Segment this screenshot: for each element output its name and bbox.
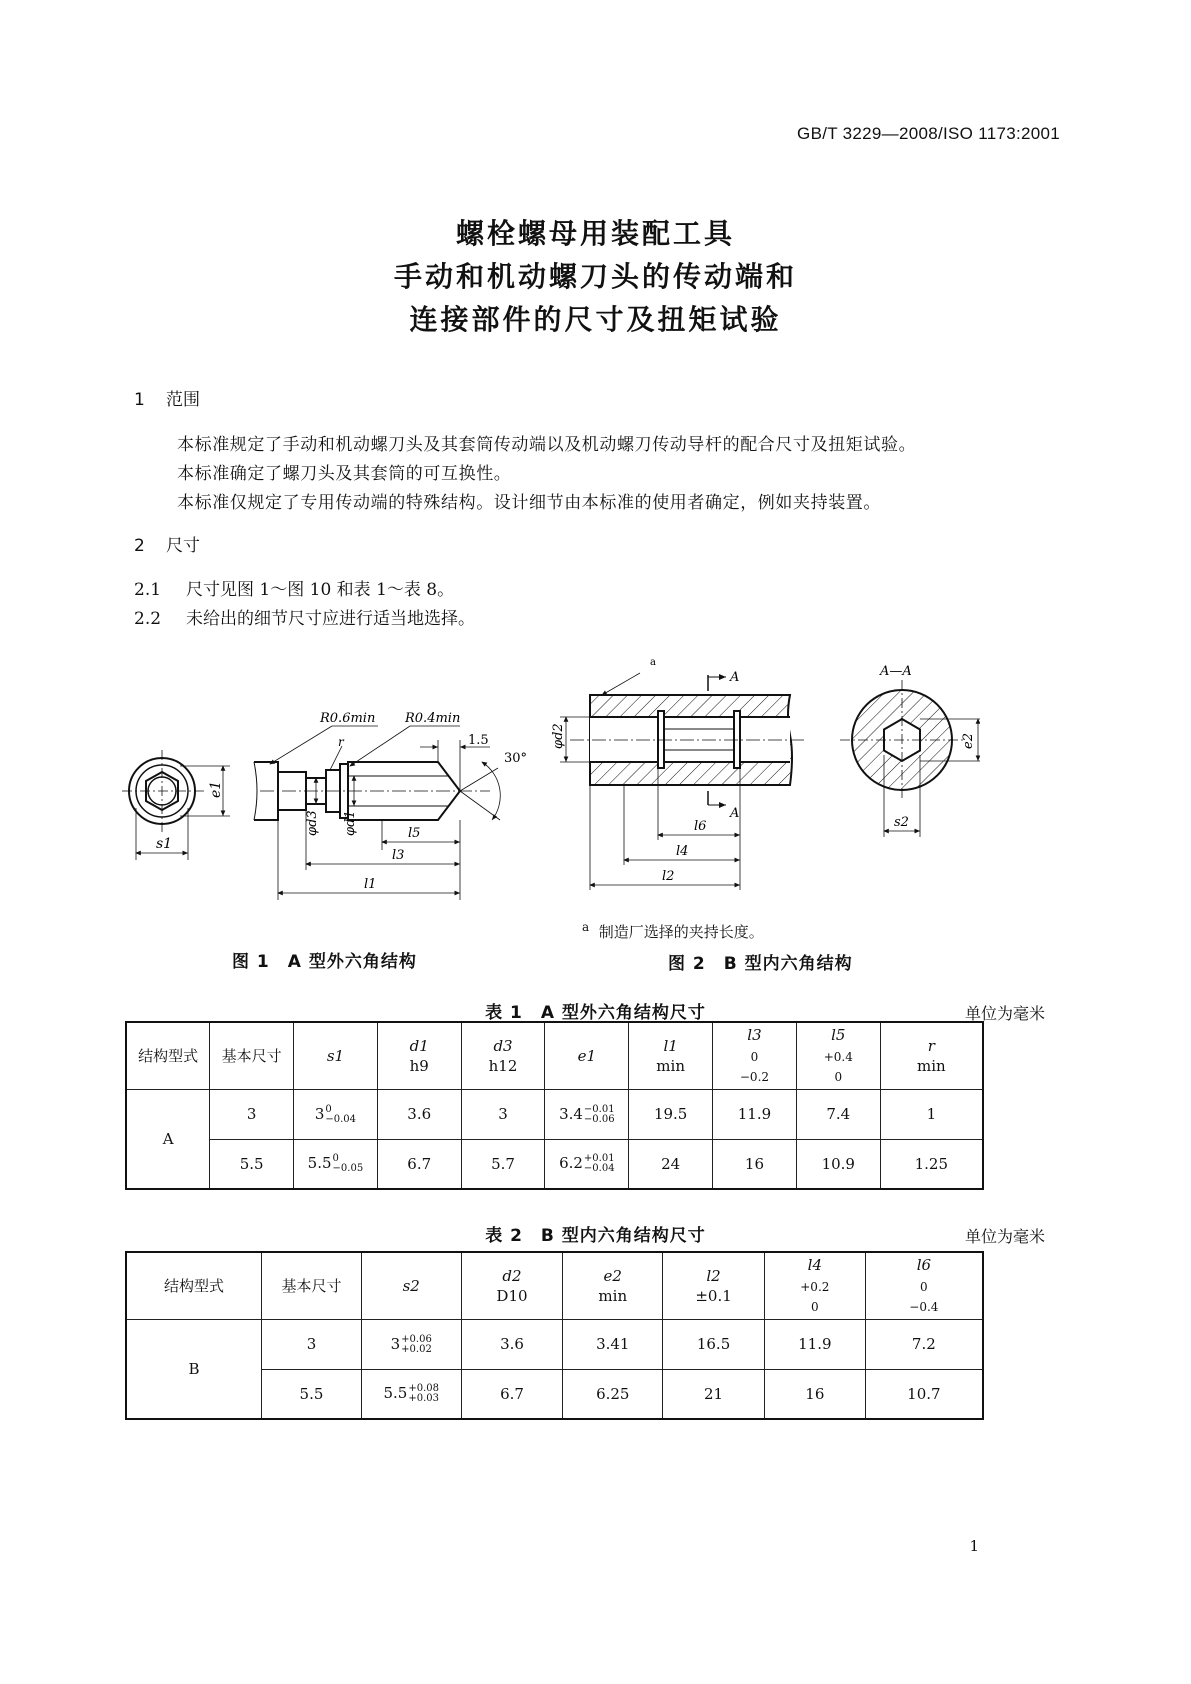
section-1-heading — [134, 385, 200, 410]
table-1-title: 表 1 A 型外六角结构尺寸 — [485, 1003, 706, 1023]
title-line-2: 手动和机动螺刀头的传动端和 — [393, 260, 797, 293]
standard-code: GB/T 3229—2008/ISO 1173:2001 — [797, 124, 1060, 143]
label-l3: l3 — [392, 848, 405, 863]
upper: 0 — [750, 1049, 759, 1064]
symbol: l1 — [663, 1036, 678, 1055]
tolerance — [333, 1154, 364, 1174]
footnote-mark: a — [582, 920, 590, 934]
upper: +0.08 — [408, 1383, 439, 1395]
upper: 0 — [332, 1153, 339, 1165]
table-header-row — [126, 1252, 983, 1319]
fit: min — [598, 1286, 628, 1305]
label-s2: s2 — [894, 815, 909, 830]
cell: 6.7 — [461, 1369, 563, 1419]
upper: +0.06 — [401, 1333, 432, 1345]
fit: min — [916, 1056, 946, 1075]
table-2-title: 表 2 B 型内六角结构尺寸 — [485, 1226, 706, 1246]
footnote-text: 制造厂选择的夹持长度。 — [598, 923, 764, 941]
symbol: s2 — [402, 1276, 420, 1295]
type-cell: A — [126, 1089, 210, 1189]
clause-text: 尺寸见图 1～图 10 和表 1～表 8。 — [186, 580, 455, 600]
title-line-3: 连接部件的尺寸及扭矩试验 — [409, 303, 782, 336]
cell: 3.6 — [377, 1089, 461, 1139]
clause-number: 2.2 — [134, 609, 162, 629]
cell: 3.41 — [563, 1319, 663, 1369]
fit: h9 — [409, 1056, 429, 1075]
cell: 6.7 — [377, 1139, 461, 1189]
upper: 0 — [325, 1103, 332, 1115]
table-row — [126, 1089, 983, 1139]
header-cell — [880, 1022, 983, 1089]
page-number: 1 — [969, 1537, 979, 1555]
upper: +0.4 — [823, 1049, 853, 1064]
fit: ±0.1 — [695, 1286, 732, 1305]
symbol: l3 — [747, 1026, 762, 1045]
header-cell: 基本尺寸 — [262, 1252, 362, 1319]
table-header-row — [126, 1022, 983, 1089]
upper: −0.01 — [583, 1103, 615, 1115]
label-30deg: 30° — [504, 751, 528, 766]
lower: −0.04 — [325, 1113, 357, 1125]
tolerance — [584, 1154, 615, 1174]
cell — [294, 1139, 378, 1189]
header-cell — [377, 1022, 461, 1089]
header-cell — [764, 1252, 865, 1319]
clause-number: 2.1 — [134, 580, 162, 600]
lower: −0.05 — [332, 1163, 364, 1175]
label-1-5: 1.5 — [468, 733, 489, 748]
figure-2-caption: 图 2 B 型内六角结构 — [668, 954, 853, 974]
figure-2-footnote — [582, 920, 764, 942]
paragraph: 本标准确定了螺刀头及其套筒的可互换性。 — [177, 464, 512, 484]
title-line-1: 螺栓螺母用装配工具 — [455, 217, 735, 250]
lower: 0 — [811, 1299, 819, 1314]
value: 5.5 — [307, 1154, 332, 1173]
cell: 16 — [713, 1139, 797, 1189]
label-l6: l6 — [694, 819, 707, 834]
cell: 21 — [663, 1369, 765, 1419]
label-d1: φd1 — [343, 810, 358, 836]
header-cell — [865, 1252, 983, 1319]
cell — [545, 1089, 629, 1139]
section-number: 2 — [134, 536, 145, 556]
cell: 1 — [880, 1089, 983, 1139]
symbol: e1 — [577, 1046, 597, 1065]
tolerance — [325, 1105, 356, 1125]
header-cell — [361, 1252, 461, 1319]
type-cell: B — [126, 1319, 262, 1419]
lower: −0.2 — [739, 1069, 770, 1084]
section-title: 范围 — [166, 390, 200, 410]
label-l4: l4 — [676, 844, 689, 859]
cell — [361, 1319, 461, 1369]
label-d2: φd2 — [551, 723, 566, 749]
lower: −0.04 — [583, 1163, 615, 1175]
fit: h12 — [488, 1056, 518, 1075]
section-2-heading — [134, 531, 200, 556]
label-s1: s1 — [156, 836, 173, 852]
lower: +0.03 — [408, 1393, 439, 1405]
cell — [545, 1139, 629, 1189]
label-A-bottom: A — [730, 806, 740, 821]
table-row — [126, 1139, 983, 1189]
table-2 — [125, 1251, 984, 1420]
header-cell — [713, 1022, 797, 1089]
symbol: r — [927, 1036, 935, 1055]
figure-2-drawing — [540, 655, 980, 895]
upper: +0.2 — [800, 1279, 830, 1294]
upper: 0 — [920, 1279, 928, 1294]
cell: 5.5 — [210, 1139, 294, 1189]
table-row — [126, 1319, 983, 1369]
header-cell: 结构型式 — [126, 1022, 210, 1089]
label-section-AA: A—A — [880, 664, 912, 679]
paragraph: 本标准规定了手动和机动螺刀头及其套筒传动端以及机动螺刀传动导杆的配合尺寸及扭矩试验。 — [177, 435, 917, 455]
header-cell: 基本尺寸 — [210, 1022, 294, 1089]
cell: 5.5 — [262, 1369, 362, 1419]
cell: 5.7 — [461, 1139, 545, 1189]
tolerance — [401, 1335, 432, 1355]
header-cell — [663, 1252, 765, 1319]
label-A-top: A — [730, 670, 740, 685]
fit: min — [656, 1056, 685, 1075]
lower: −0.06 — [583, 1113, 615, 1125]
figure-1-drawing — [120, 700, 540, 910]
label-e2: e2 — [961, 733, 976, 749]
value: 3 — [314, 1104, 325, 1123]
value: 5.5 — [383, 1384, 408, 1403]
cell: 3 — [210, 1089, 294, 1139]
value: 6.2 — [559, 1154, 583, 1173]
symbol: l6 — [916, 1256, 932, 1275]
cell — [361, 1369, 461, 1419]
cell: 19.5 — [629, 1089, 713, 1139]
tolerance — [408, 1384, 439, 1404]
header-cell — [629, 1022, 713, 1089]
clause-2-1 — [134, 575, 454, 600]
label-l2: l2 — [662, 869, 675, 884]
symbol: d3 — [493, 1036, 513, 1055]
cell: 11.9 — [764, 1319, 865, 1369]
fit: D10 — [496, 1286, 528, 1305]
header-cell — [545, 1022, 629, 1089]
header-cell — [796, 1022, 880, 1089]
cell: 1.25 — [880, 1139, 983, 1189]
symbol: d1 — [409, 1036, 429, 1055]
value: 3 — [390, 1334, 401, 1353]
cell: 11.9 — [713, 1089, 797, 1139]
header-cell — [461, 1252, 563, 1319]
label-r: r — [338, 735, 344, 749]
label-a: a — [650, 657, 656, 668]
upper: +0.01 — [583, 1153, 615, 1165]
symbol: d2 — [502, 1266, 522, 1285]
cell: 7.4 — [796, 1089, 880, 1139]
symbol: l5 — [831, 1026, 846, 1045]
header-cell: 结构型式 — [126, 1252, 262, 1319]
cell: 3.6 — [461, 1319, 563, 1369]
label-e1: e1 — [208, 780, 224, 798]
clause-text: 未给出的细节尺寸应进行适当地选择。 — [186, 609, 475, 629]
header-cell — [563, 1252, 663, 1319]
cell: 7.2 — [865, 1319, 983, 1369]
paragraph: 本标准仅规定了专用传动端的特殊结构。设计细节由本标准的使用者确定，例如夹持装置。 — [177, 493, 881, 513]
cell: 6.25 — [563, 1369, 663, 1419]
cell: 16 — [764, 1369, 865, 1419]
value: 3.4 — [559, 1104, 583, 1123]
clause-2-2 — [134, 604, 475, 629]
table-1 — [125, 1021, 984, 1190]
label-r04: R0.4min — [405, 711, 461, 726]
label-r06: R0.6min — [320, 711, 376, 726]
figure-1-caption: 图 1 A 型外六角结构 — [232, 952, 417, 972]
cell: 10.9 — [796, 1139, 880, 1189]
section-title: 尺寸 — [166, 536, 200, 556]
header-cell — [461, 1022, 545, 1089]
lower: −0.4 — [909, 1299, 939, 1314]
lower: +0.02 — [401, 1343, 432, 1355]
cell — [294, 1089, 378, 1139]
cell: 3 — [262, 1319, 362, 1369]
cell: 16.5 — [663, 1319, 765, 1369]
symbol: l2 — [706, 1266, 721, 1285]
label-l1: l1 — [364, 877, 377, 892]
cell: 3 — [461, 1089, 545, 1139]
cell: 10.7 — [865, 1369, 983, 1419]
symbol: e2 — [603, 1266, 622, 1285]
table-1-unit: 单位为毫米 — [964, 1004, 1045, 1023]
table-2-unit: 单位为毫米 — [964, 1227, 1045, 1246]
section-number: 1 — [134, 390, 145, 410]
tolerance — [584, 1105, 615, 1125]
lower: 0 — [834, 1069, 843, 1084]
cell: 24 — [629, 1139, 713, 1189]
symbol: l4 — [807, 1256, 822, 1275]
label-d3: φd3 — [305, 810, 320, 836]
label-l5: l5 — [408, 826, 421, 841]
symbol: s1 — [326, 1046, 345, 1065]
header-cell — [294, 1022, 378, 1089]
